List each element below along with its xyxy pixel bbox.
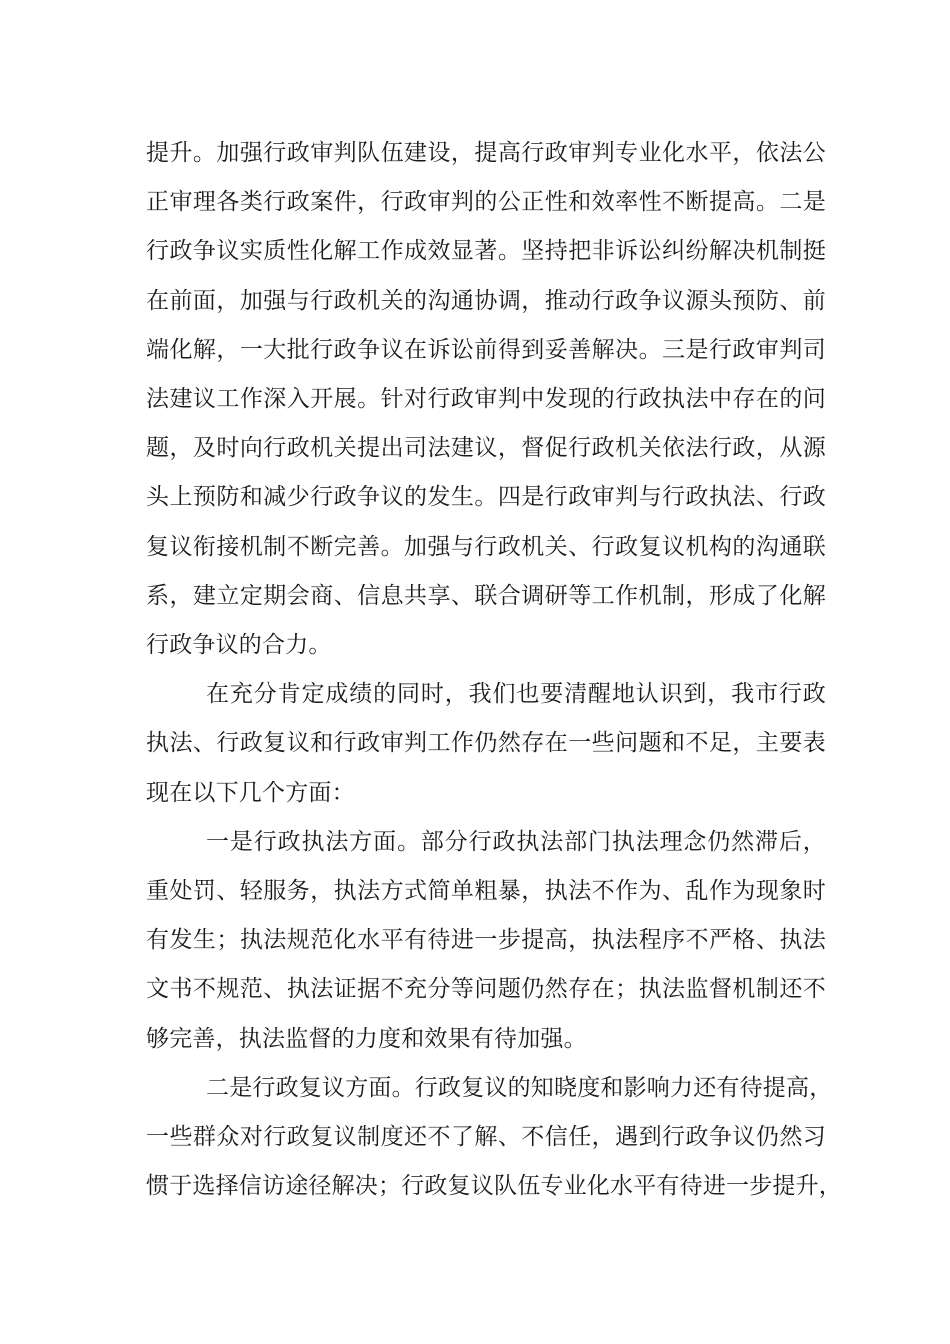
text-line: 惯于选择信访途径解决；行政复议队伍专业化水平有待进一步提升， [146, 1173, 842, 1200]
text-line: 一是行政执法方面。部分行政执法部门执法理念仍然滞后， [206, 828, 826, 855]
text-line: 复议衔接机制不断完善。加强与行政机关、行政复议机构的沟通联 [146, 533, 826, 560]
text-line: 在充分肯定成绩的同时，我们也要清醒地认识到，我市行政 [206, 681, 826, 708]
text-line: 执法、行政复议和行政审判工作仍然存在一些问题和不足，主要表 [146, 730, 826, 757]
text-line: 行政争议的合力。 [146, 632, 332, 659]
text-line: 一些群众对行政复议制度还不了解、不信任，遇到行政争议仍然习 [146, 1124, 826, 1151]
text-line: 端化解，一大批行政争议在诉讼前得到妥善解决。三是行政审判司 [146, 336, 826, 363]
paragraph-continuation [146, 129, 826, 670]
text-line: 够完善，执法监督的力度和效果有待加强。 [146, 1025, 587, 1052]
text-line: 正审理各类行政案件，行政审判的公正性和效率性不断提高。二是 [146, 189, 826, 216]
paragraph-problems-intro [146, 670, 826, 818]
text-line: 法建议工作深入开展。针对行政审判中发现的行政执法中存在的问 [146, 386, 826, 413]
text-line: 现在以下几个方面： [146, 779, 355, 806]
paragraph-law-enforcement [146, 818, 826, 1064]
text-line: 题，及时向行政机关提出司法建议，督促行政机关依法行政，从源 [146, 435, 826, 462]
document-body [146, 129, 842, 1211]
text-line: 二是行政复议方面。行政复议的知晓度和影响力还有待提高， [206, 1074, 833, 1101]
text-line: 头上预防和减少行政争议的发生。四是行政审判与行政执法、行政 [146, 484, 826, 511]
text-line: 系，建立定期会商、信息共享、联合调研等工作机制，形成了化解 [146, 582, 826, 609]
text-line: 在前面，加强与行政机关的沟通协调，推动行政争议源头预防、前 [146, 287, 826, 314]
text-line: 文书不规范、执法证据不充分等问题仍然存在；执法监督机制还不 [146, 976, 826, 1003]
text-line: 行政争议实质性化解工作成效显著。坚持把非诉讼纠纷解决机制挺 [146, 238, 826, 265]
text-line: 提升。加强行政审判队伍建设，提高行政审判专业化水平，依法公 [146, 140, 826, 166]
text-line: 有发生；执法规范化水平有待进一步提高，执法程序不严格、执法 [146, 927, 826, 954]
text-line: 重处罚、轻服务，执法方式简单粗暴，执法不作为、乱作为现象时 [146, 878, 826, 905]
paragraph-reconsideration [146, 1064, 842, 1212]
